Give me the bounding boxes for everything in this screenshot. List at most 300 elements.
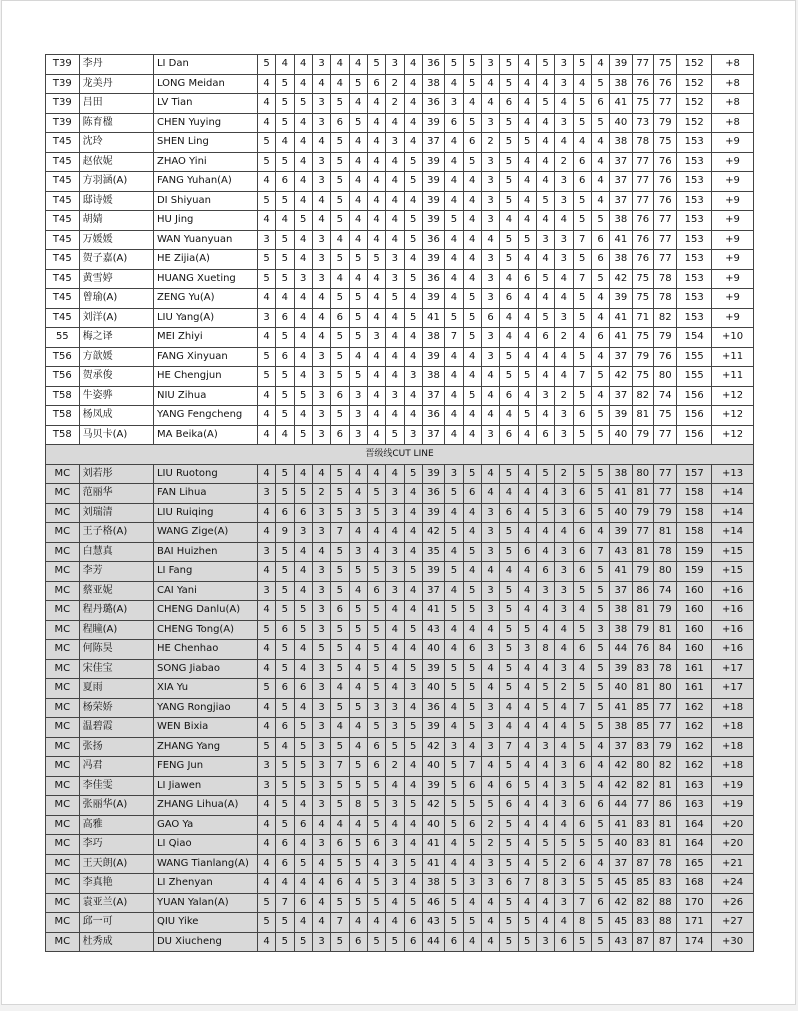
score-cell: 4 [404,874,422,894]
table-row [46,913,754,933]
to-par-cell: +19 [712,796,754,816]
score-cell: 9 [276,523,294,543]
score-cell: 3 [481,191,499,211]
score-cell: 5 [367,250,385,270]
score-cell: 4 [349,679,367,699]
round1-cell: 76 [632,74,653,94]
in-total-cell: 45 [610,913,632,933]
score-cell: 4 [445,620,463,640]
round1-cell: 79 [632,620,653,640]
score-cell: 3 [536,230,554,250]
out-total-cell: 40 [422,679,444,699]
score-cell: 6 [463,640,481,660]
score-cell: 5 [276,640,294,660]
score-cell: 4 [386,523,404,543]
english-name-cell: FAN Lihua [153,484,257,504]
score-cell: 4 [294,289,312,309]
total-cell: 155 [677,367,712,387]
round2-cell: 80 [653,679,676,699]
to-par-cell: +12 [712,386,754,406]
score-cell: 6 [294,679,312,699]
table-row [46,581,754,601]
score-cell: 5 [463,308,481,328]
to-par-cell: +14 [712,484,754,504]
cut-line-section [46,445,754,465]
score-cell: 3 [312,718,330,738]
score-cell: 5 [404,737,422,757]
score-cell: 3 [349,406,367,426]
score-cell: 4 [257,659,275,679]
score-cell: 5 [276,406,294,426]
score-cell: 5 [331,464,349,484]
score-cell: 5 [445,55,463,75]
score-cell: 4 [404,542,422,562]
score-cell: 4 [518,328,536,348]
round1-cell: 85 [632,718,653,738]
score-cell: 3 [555,893,573,913]
score-cell: 5 [445,815,463,835]
score-cell: 5 [500,640,518,660]
score-cell: 6 [573,796,591,816]
total-cell: 153 [677,250,712,270]
in-total-cell: 41 [610,484,632,504]
score-cell: 4 [257,718,275,738]
score-cell: 4 [386,620,404,640]
score-cell: 6 [276,835,294,855]
round2-cell: 83 [653,874,676,894]
score-cell: 4 [500,328,518,348]
score-cell: 3 [481,269,499,289]
table-row [46,367,754,387]
score-cell: 5 [463,152,481,172]
score-cell: 5 [591,640,609,660]
score-cell: 5 [445,562,463,582]
score-cell: 4 [500,562,518,582]
score-cell: 5 [331,484,349,504]
round1-cell: 81 [632,679,653,699]
score-cell: 5 [591,718,609,738]
score-cell: 4 [591,289,609,309]
score-cell: 5 [257,250,275,270]
score-cell: 5 [500,893,518,913]
score-cell: 3 [463,874,481,894]
score-cell: 5 [331,152,349,172]
score-cell: 6 [367,757,385,777]
score-cell: 3 [312,367,330,387]
score-cell: 3 [386,133,404,153]
score-cell: 4 [349,211,367,231]
score-cell: 5 [500,835,518,855]
to-par-cell: +16 [712,581,754,601]
score-cell: 5 [331,250,349,270]
round1-cell: 80 [632,757,653,777]
out-total-cell: 39 [422,113,444,133]
score-cell: 4 [518,308,536,328]
in-total-cell: 42 [610,893,632,913]
score-cell: 5 [294,932,312,952]
score-cell: 3 [481,328,499,348]
score-cell: 7 [573,698,591,718]
score-cell: 5 [591,835,609,855]
score-cell: 5 [294,718,312,738]
score-cell: 6 [518,542,536,562]
english-name-cell: HUANG Xueting [153,269,257,289]
score-cell: 5 [445,659,463,679]
to-par-cell: +8 [712,55,754,75]
score-cell: 3 [386,835,404,855]
score-cell: 4 [463,406,481,426]
score-cell: 5 [276,386,294,406]
position-cell: MC [46,854,80,874]
score-cell: 4 [518,893,536,913]
round1-cell: 79 [632,347,653,367]
score-cell: 4 [312,191,330,211]
in-total-cell: 43 [610,932,632,952]
score-cell: 5 [312,640,330,660]
score-cell: 5 [573,308,591,328]
score-cell: 5 [294,620,312,640]
score-cell: 3 [312,250,330,270]
score-cell: 3 [555,55,573,75]
score-cell: 4 [481,230,499,250]
score-cell: 4 [536,601,554,621]
position-cell: MC [46,601,80,621]
round1-cell: 76 [632,211,653,231]
score-cell: 4 [367,230,385,250]
score-cell: 5 [573,620,591,640]
score-cell: 5 [276,796,294,816]
round1-cell: 81 [632,601,653,621]
score-cell: 5 [500,230,518,250]
score-cell: 4 [445,698,463,718]
score-cell: 4 [463,425,481,445]
score-cell: 5 [500,133,518,153]
score-cell: 4 [294,191,312,211]
score-cell: 4 [367,464,385,484]
score-cell: 4 [386,659,404,679]
table-row [46,347,754,367]
to-par-cell: +16 [712,640,754,660]
position-cell: MC [46,659,80,679]
english-name-cell: YANG Fengcheng [153,406,257,426]
score-cell: 4 [386,152,404,172]
total-cell: 153 [677,230,712,250]
score-cell: 5 [591,913,609,933]
score-cell: 4 [555,815,573,835]
position-cell: T45 [46,172,80,192]
score-cell: 3 [257,581,275,601]
score-cell: 5 [573,55,591,75]
score-cell: 4 [536,542,554,562]
score-cell: 4 [404,601,422,621]
in-total-cell: 38 [610,74,632,94]
position-cell: MC [46,503,80,523]
in-total-cell: 39 [610,406,632,426]
score-cell: 3 [294,269,312,289]
score-cell: 4 [536,523,554,543]
score-cell: 4 [349,640,367,660]
score-cell: 4 [445,835,463,855]
score-cell: 4 [294,581,312,601]
score-cell: 7 [276,893,294,913]
round2-cell: 77 [653,425,676,445]
in-total-cell: 39 [610,55,632,75]
missed-cut-rows [46,464,754,952]
position-cell: MC [46,835,80,855]
score-cell: 4 [404,74,422,94]
score-cell: 4 [518,464,536,484]
english-name-cell: WANG Tianlang(A) [153,854,257,874]
score-cell: 3 [312,835,330,855]
score-cell: 4 [555,620,573,640]
score-cell: 5 [294,484,312,504]
score-cell: 4 [536,893,554,913]
english-name-cell: LI Jiawen [153,776,257,796]
round2-cell: 75 [653,55,676,75]
chinese-name-cell: 张扬 [79,737,153,757]
score-cell: 3 [312,776,330,796]
score-cell: 6 [500,289,518,309]
score-cell: 4 [386,308,404,328]
score-cell: 5 [331,367,349,387]
score-cell: 4 [367,133,385,153]
total-cell: 152 [677,55,712,75]
round2-cell: 77 [653,484,676,504]
chinese-name-cell: 曾瑜(A) [79,289,153,309]
score-cell: 5 [404,308,422,328]
score-cell: 4 [591,776,609,796]
in-total-cell: 41 [610,94,632,114]
score-cell: 3 [312,269,330,289]
table-row [46,386,754,406]
score-cell: 5 [257,152,275,172]
score-cell: 5 [386,289,404,309]
score-cell: 4 [518,172,536,192]
score-cell: 5 [573,386,591,406]
score-cell: 4 [481,757,499,777]
score-cell: 4 [555,523,573,543]
score-cell: 5 [445,893,463,913]
score-cell: 2 [481,133,499,153]
score-cell: 5 [367,815,385,835]
score-cell: 6 [331,386,349,406]
out-total-cell: 41 [422,854,444,874]
round2-cell: 77 [653,230,676,250]
in-total-cell: 40 [610,679,632,699]
score-cell: 4 [386,191,404,211]
score-cell: 3 [555,562,573,582]
score-cell: 4 [294,835,312,855]
in-total-cell: 39 [610,659,632,679]
out-total-cell: 36 [422,698,444,718]
score-cell: 4 [404,250,422,270]
score-cell: 6 [463,776,481,796]
score-cell: 6 [500,425,518,445]
score-cell: 5 [445,523,463,543]
score-cell: 7 [573,230,591,250]
score-cell: 4 [367,406,385,426]
score-cell: 5 [500,815,518,835]
score-cell: 4 [445,269,463,289]
total-cell: 161 [677,659,712,679]
score-cell: 3 [481,55,499,75]
score-cell: 4 [536,74,554,94]
position-cell: MC [46,893,80,913]
score-cell: 6 [573,172,591,192]
chinese-name-cell: 范丽华 [79,484,153,504]
score-cell: 4 [404,386,422,406]
english-name-cell: BAI Huizhen [153,542,257,562]
table-row [46,854,754,874]
position-cell: T39 [46,113,80,133]
chinese-name-cell: 方歆媛 [79,347,153,367]
chinese-name-cell: 宋佳宝 [79,659,153,679]
table-row [46,874,754,894]
in-total-cell: 37 [610,191,632,211]
score-cell: 5 [536,854,554,874]
score-cell: 5 [536,94,554,114]
score-cell: 4 [518,191,536,211]
english-name-cell: YANG Rongjiao [153,698,257,718]
score-cell: 4 [445,191,463,211]
score-cell: 4 [445,542,463,562]
score-cell: 4 [481,776,499,796]
score-cell: 5 [257,191,275,211]
position-cell: MC [46,562,80,582]
position-cell: T58 [46,406,80,426]
score-cell: 6 [331,425,349,445]
round1-cell: 77 [632,172,653,192]
table-row [46,484,754,504]
score-cell: 5 [367,484,385,504]
score-cell: 6 [276,718,294,738]
round2-cell: 78 [653,659,676,679]
score-cell: 6 [591,893,609,913]
score-cell: 4 [386,367,404,387]
position-cell: MC [46,796,80,816]
round2-cell: 77 [653,250,676,270]
score-cell: 8 [573,913,591,933]
score-cell: 5 [463,74,481,94]
english-name-cell: FENG Jun [153,757,257,777]
score-cell: 4 [518,796,536,816]
score-cell: 5 [276,659,294,679]
score-cell: 4 [518,250,536,270]
score-cell: 4 [555,94,573,114]
chinese-name-cell: 程瞳(A) [79,620,153,640]
score-cell: 5 [591,698,609,718]
table-row [46,562,754,582]
score-cell: 3 [257,230,275,250]
score-cell: 5 [257,269,275,289]
round2-cell: 84 [653,640,676,660]
score-cell: 4 [312,211,330,231]
score-cell: 5 [591,932,609,952]
score-cell: 7 [573,269,591,289]
score-cell: 3 [312,757,330,777]
score-cell: 5 [518,932,536,952]
total-cell: 152 [677,94,712,114]
score-cell: 6 [555,932,573,952]
score-cell: 4 [573,133,591,153]
score-cell: 5 [573,776,591,796]
score-cell: 5 [500,620,518,640]
score-cell: 5 [276,562,294,582]
round2-cell: 79 [653,113,676,133]
out-total-cell: 36 [422,406,444,426]
english-name-cell: DI Shiyuan [153,191,257,211]
cut-line-label: 晋级线CUT LINE [46,445,754,465]
score-cell: 6 [463,133,481,153]
table-row [46,679,754,699]
score-cell: 6 [481,308,499,328]
score-cell: 5 [276,698,294,718]
in-total-cell: 38 [610,464,632,484]
score-cell: 4 [294,542,312,562]
score-cell: 5 [463,581,481,601]
score-cell: 4 [555,269,573,289]
english-name-cell: CAI Yani [153,581,257,601]
table-row [46,425,754,445]
round1-cell: 71 [632,308,653,328]
score-cell: 4 [367,113,385,133]
score-cell: 4 [518,55,536,75]
in-total-cell: 40 [610,835,632,855]
score-cell: 3 [312,152,330,172]
position-cell: T45 [46,133,80,153]
english-name-cell: LIU Yang(A) [153,308,257,328]
score-cell: 5 [331,542,349,562]
score-cell: 7 [591,542,609,562]
score-cell: 3 [257,308,275,328]
score-cell: 3 [257,776,275,796]
score-cell: 4 [536,406,554,426]
score-cell: 4 [404,289,422,309]
score-cell: 4 [386,172,404,192]
score-cell: 3 [312,601,330,621]
english-name-cell: MEI Zhiyi [153,328,257,348]
table-row [46,152,754,172]
score-cell: 5 [331,94,349,114]
score-cell: 3 [481,542,499,562]
english-name-cell: NIU Zihua [153,386,257,406]
total-cell: 158 [677,523,712,543]
to-par-cell: +9 [712,172,754,192]
chinese-name-cell: 程丹璐(A) [79,601,153,621]
score-cell: 4 [331,718,349,738]
position-cell: T45 [46,152,80,172]
score-cell: 5 [276,932,294,952]
in-total-cell: 41 [610,230,632,250]
score-cell: 5 [257,913,275,933]
score-cell: 5 [404,620,422,640]
out-total-cell: 42 [422,796,444,816]
score-cell: 4 [555,737,573,757]
score-cell: 6 [500,874,518,894]
score-cell: 5 [445,679,463,699]
score-cell: 4 [404,757,422,777]
score-cell: 6 [404,932,422,952]
score-cell: 4 [331,55,349,75]
score-cell: 4 [518,503,536,523]
score-cell: 5 [536,679,554,699]
score-cell: 4 [555,289,573,309]
score-cell: 5 [276,152,294,172]
chinese-name-cell: 刘若彤 [79,464,153,484]
score-cell: 4 [536,133,554,153]
score-cell: 3 [555,484,573,504]
score-cell: 4 [445,425,463,445]
